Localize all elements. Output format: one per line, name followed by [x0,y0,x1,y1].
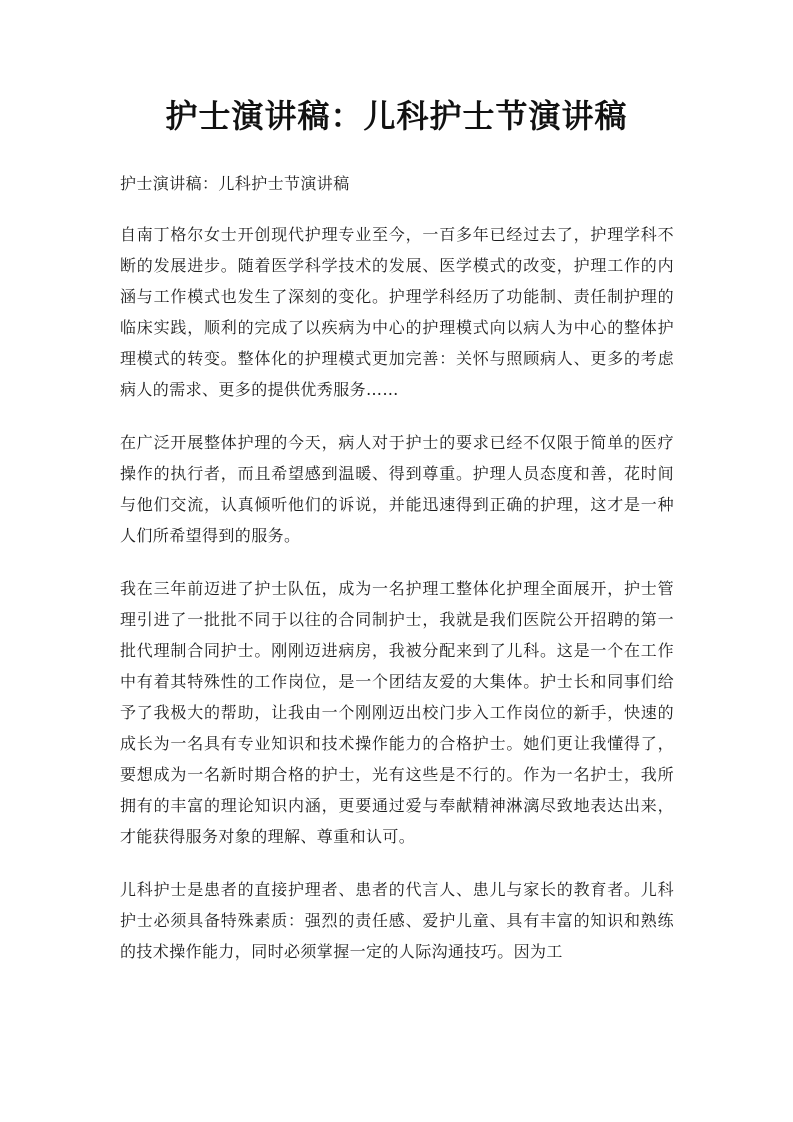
document-title: 护士演讲稿：儿科护士节演讲稿 [165,97,628,135]
body-paragraph: 自南丁格尔女士开创现代护理专业至今，一百多年已经过去了，护理学科不断的发展进步。随着医学科学技术的发展、医学模式的改变，护理工作的内涵与工作模式也发生了深刻的变化。护理学科经历了功能制、责任制护理的临床实践，顺利的完成了以疾病为中心的护理模式向以病人为中心的整体护理模式的转变。整体化的护理模式更加完善：关怀与照顾病人、更多的考虑病人的需求、更多的提供优秀服务…… [120,225,674,399]
document-body [120,168,674,989]
body-paragraph: 在广泛开展整体护理的今天，病人对于护士的要求已经不仅限于简单的医疗操作的执行者，而且希望感到温暖、得到尊重。护理人员态度和善，花时间与他们交流，认真倾听他们的诉说，并能迅速得到正确的护理，这才是一种人们所希望得到的服务。 [120,433,674,545]
subtitle-paragraph: 护士演讲稿：儿科护士节演讲稿 [120,174,350,193]
body-paragraph: 我在三年前迈进了护士队伍，成为一名护理工整体化护理全面展开，护士管理引进了一批批不同于以往的合同制护士，我就是我们医院公开招聘的第一批代理制合同护士。刚刚迈进病房，我被分配来到了儿科。这是一个在工作中有着其特殊性的工作岗位，是一个团结友爱的大集体。护士长和同事们给予了我极大的帮助，让我由一个刚刚迈出校门步入工作岗位的新手，快速的成长为一名具有专业知识和技术操作能力的合格护士。她们更让我懂得了，要想成为一名新时期合格的护士，光有这些是不行的。作为一名护士，我所拥有的丰富的理论知识内涵，更要通过爱与奉献精神淋漓尽致地表达出来，才能获得服务对象的理解、尊重和认可。 [120,579,674,846]
body-paragraph: 儿科护士是患者的直接护理者、患者的代言人、患儿与家长的教育者。儿科护士必须具备特殊素质：强烈的责任感、爱护儿童、具有丰富的知识和熟练的技术操作能力，同时必须掌握一定的人际沟通技巧。因为工 [120,880,674,961]
